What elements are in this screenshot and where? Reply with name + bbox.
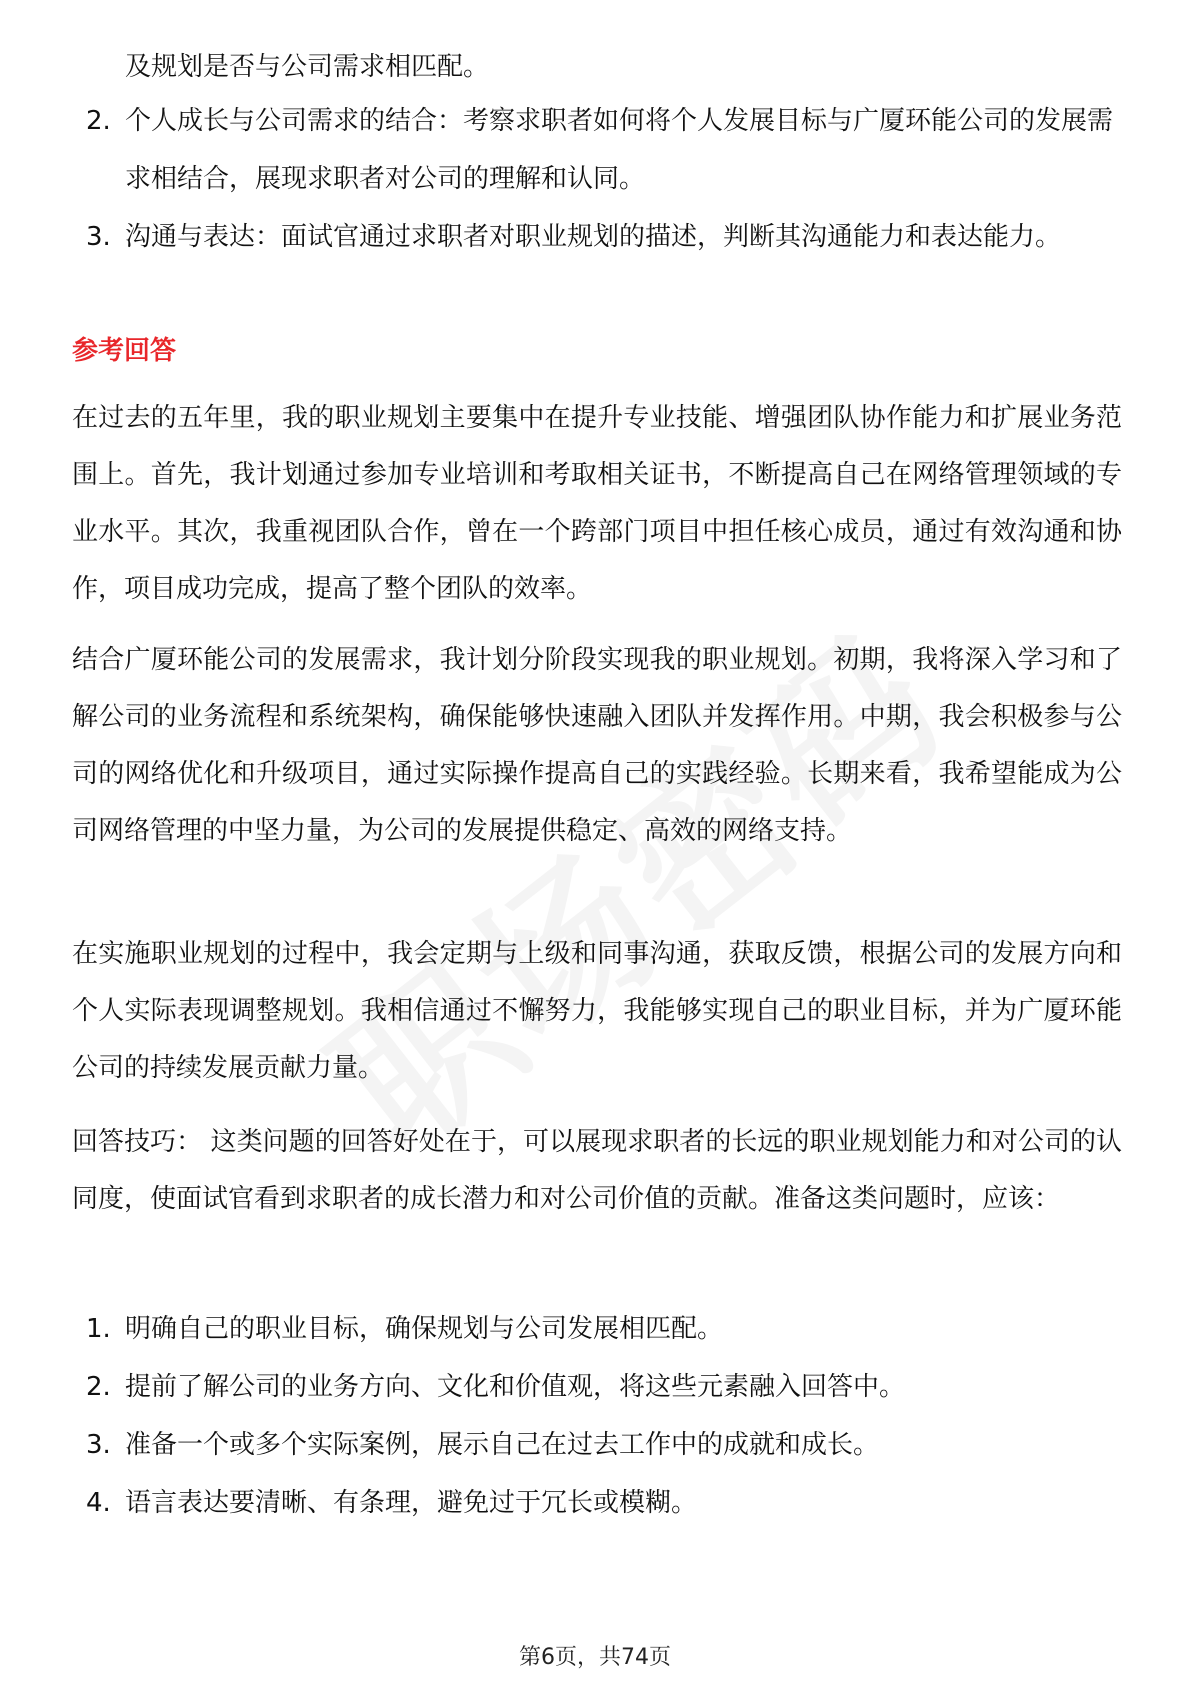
list-item [72,1300,1132,1358]
answer-paragraph: 在实施职业规划的过程中，我会定期与上级和同事沟通，获取反馈，根据公司的发展方向和个人实际表现调整规划。我相信通过不懈努力，我能够实现自己的职业目标，并为广厦环能公司的持续发展贡献力量。 [72,939,1122,1083]
answer-paragraph: 结合广厦环能公司的发展需求，我计划分阶段实现我的职业规划。初期，我将深入学习和了解公司的业务流程和系统架构，确保能够快速融入团队并发挥作用。中期，我会积极参与公司的网络优化和升级项目，通过实际操作提高自己的实践经验。长期来看，我希望能成为公司网络管理的中坚力量，为公司的发展提供稳定、高效的网络支持。 [72,645,1122,846]
list-number: 3. [86,222,111,252]
list-number: 2. [86,1372,111,1402]
list-number: 1. [86,1314,111,1344]
list-text: 提前了解公司的业务方向、文化和价值观，将这些元素融入回答中。 [125,1372,906,1402]
list-text: 语言表达要清晰、有条理，避免过于冗长或模糊。 [125,1488,698,1518]
section-heading: 参考回答 [72,336,177,366]
list-number: 2. [86,106,111,136]
list-item [72,92,1132,208]
page-footer: 第6页，共74页 [519,1645,671,1670]
list-item-continuation: 及规划是否与公司需求相匹配。 [125,52,490,82]
list-item [72,1474,1132,1532]
tips-list [72,1300,1132,1532]
list-number: 4. [86,1488,111,1518]
list-item [72,1358,1132,1416]
list-text: 明确自己的职业目标，确保规划与公司发展相匹配。 [125,1314,724,1344]
list-item [72,208,1132,266]
list-text: 沟通与表达：面试官通过求职者对职业规划的描述，判断其沟通能力和表达能力。 [125,222,1062,252]
criteria-list [72,92,1132,266]
list-number: 3. [86,1430,111,1460]
list-text: 准备一个或多个实际案例，展示自己在过去工作中的成就和成长。 [125,1430,880,1460]
list-text: 个人成长与公司需求的结合：考察求职者如何将个人发展目标与广厦环能公司的发展需求相结合，展现求职者对公司的理解和认同。 [125,106,1114,194]
answer-paragraph: 在过去的五年里，我的职业规划主要集中在提升专业技能、增强团队协作能力和扩展业务范围上。首先，我计划通过参加专业培训和考取相关证书，不断提高自己在网络管理领域的专业水平。其次，我重视团队合作，曾在一个跨部门项目中担任核心成员，通过有效沟通和协作，项目成功完成，提高了整个团队的效率。 [72,403,1122,604]
tips-intro-paragraph: 回答技巧： 这类问题的回答好处在于，可以展现求职者的长远的职业规划能力和对公司的认同度，使面试官看到求职者的成长潜力和对公司价值的贡献。准备这类问题时，应该： [72,1127,1122,1214]
list-item [72,1416,1132,1474]
